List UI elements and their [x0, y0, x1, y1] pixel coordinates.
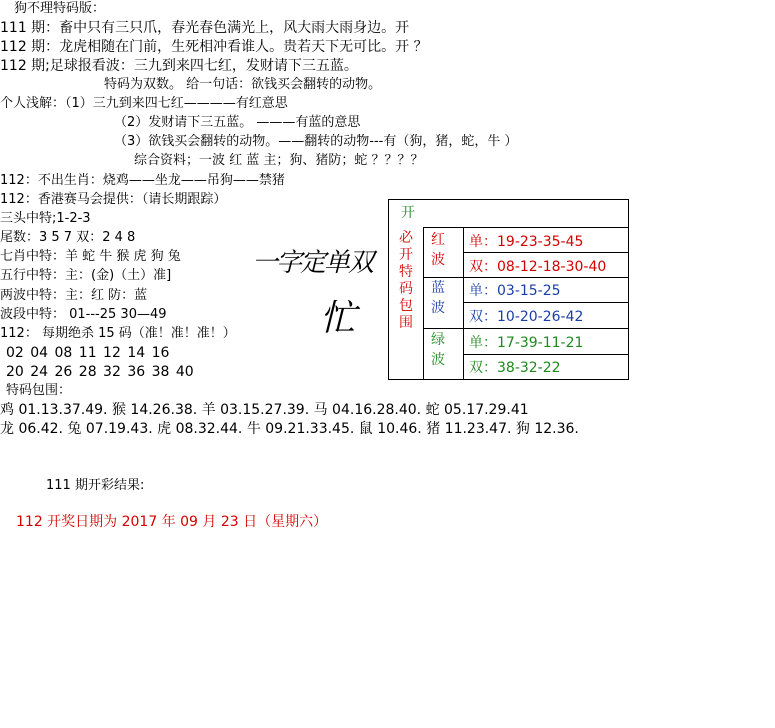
hk-provide: 112：香港赛马会提供：（请长期跟踪） [0, 192, 227, 207]
red-single: 单：19-23-35-45 [469, 234, 584, 250]
kill-nums-2: 20 24 26 28 32 36 38 40 [6, 364, 194, 380]
handwriting-line-1: 一字定单双 [252, 248, 373, 278]
seven-zodiac: 七肖中特：羊 蛇 牛 猴 虎 狗 兔 [0, 249, 181, 264]
head3: 三头中特;1-2-3 [0, 211, 91, 226]
blue-single: 单：03-15-25 [469, 283, 561, 299]
line-112a: 112 期：龙虎相随在门前，生死相冲看谁人。贵若天下无可比。开 ？ [0, 39, 428, 55]
kill-nums-1: 02 04 08 11 12 14 16 [6, 345, 170, 361]
handwritten-note [250, 240, 380, 340]
line-112b: 112 期;足球报看波：三九到来四七红，发财请下三五蓝。 [0, 58, 358, 74]
segment: 波段中特： 01---25 30—49 [0, 307, 167, 322]
blue-double: 双：10-20-26-42 [469, 309, 584, 325]
interp-2: （2）发财请下三五蓝。 ———有蓝的意思 [114, 115, 361, 130]
handwriting-line-2: 忙 [320, 298, 357, 339]
two-wave: 两波中特：主：红 防：蓝 [0, 288, 148, 303]
zodiac-line-2: 龙 06.42. 兔 07.19.43. 虎 08.32.44. 牛 09.21.33.45. 鼠 10.46. 猪 11.23.47. 狗 12.36. [0, 421, 579, 437]
line-112c: 特码为双数。 给一句话：欲钱买会翻转的动物。 [104, 77, 382, 92]
red-double: 双：08-12-18-30-40 [469, 259, 607, 275]
tail-digits: 尾数：3 5 7 双：2 4 8 [0, 230, 136, 245]
title: 狗不理特码版： [14, 1, 106, 16]
interp-3: （3）欲钱买会翻转的动物。——翻转的动物---有（狗，猪，蛇，牛 ） [114, 134, 518, 149]
red-wave-label: 红 波 [431, 232, 445, 268]
result-label: 111 期开彩结果: [46, 478, 145, 493]
green-wave-label: 绿 波 [431, 332, 445, 368]
special-code-box [388, 199, 629, 380]
no-birth: 112：不出生肖：烧鸡——坐龙——吊狗——禁猪 [0, 173, 285, 188]
interp-1: 个人浅解：（1）三九到来四七红————有红意思 [0, 96, 288, 111]
open-label: 开 [401, 205, 415, 221]
draw-date: 112 开奖日期为 2017 年 09 月 23 日（星期六） [16, 514, 328, 530]
kill-15: 112： 每期绝杀 15 码（准！准！准！） [0, 326, 236, 341]
summary: 综合资料；一波 红 蓝 主；狗、猪防；蛇 ？？？？ [134, 153, 424, 168]
side-label: 必 开 特 码 包 围 [399, 230, 413, 331]
cover-label: 特码包围： [6, 383, 72, 398]
blue-wave-label: 蓝 波 [431, 280, 445, 316]
green-double: 双：38-32-22 [469, 360, 561, 376]
five-elements: 五行中特：主：(金)（土）准] [0, 268, 172, 283]
zodiac-line-1: 鸡 01.13.37.49. 猴 14.26.38. 羊 03.15.27.39. 马 04.16.28.40. 蛇 05.17.29.41 [0, 402, 529, 418]
green-single: 单：17-39-11-21 [469, 335, 584, 351]
line-111: 111 期：畜中只有三只爪，春光春色满光上，风大雨大雨身边。开 [0, 20, 410, 36]
